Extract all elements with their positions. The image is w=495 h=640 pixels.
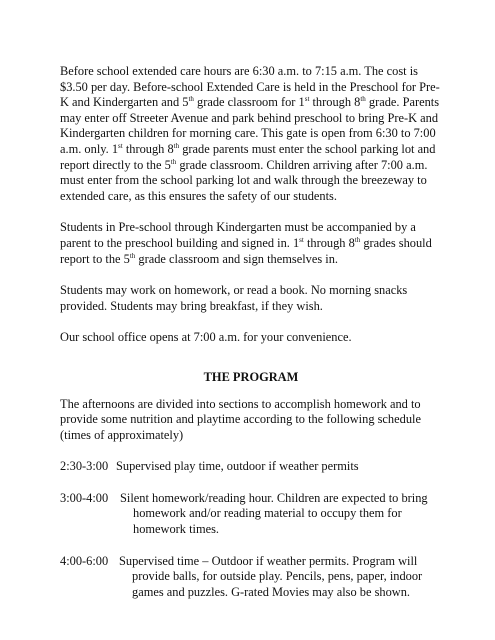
schedule-description xyxy=(120,491,442,538)
superscript: st xyxy=(118,141,123,150)
schedule-description-continued: provide balls, for outside play. Pencils, pens, paper, indoor games and puzzles. G-rated Movies may also be shown. xyxy=(132,569,423,599)
superscript: th xyxy=(354,235,361,244)
text-span: grade classroom for 1 xyxy=(193,95,305,110)
extended-care-hours-paragraph xyxy=(60,64,442,204)
text-span: through 8 xyxy=(122,141,174,156)
text-span: Before school extended care hours are 6:30 a.m. to 7:15 a.m. The cost is $3.50 per day. Before-school Extended Care is held in the Preschool for Pre-K and Kindergarten and 5 xyxy=(60,64,440,110)
document-page xyxy=(60,64,442,616)
schedule-item xyxy=(60,554,442,601)
text-span: grades should report to the 5 xyxy=(60,235,432,266)
schedule-time: 2:30-3:00 xyxy=(60,459,109,474)
schedule-item xyxy=(60,491,442,538)
superscript: th xyxy=(188,95,194,104)
superscript: th xyxy=(170,157,177,166)
text-span: grade. Parents may enter off Streeter Avenue and park behind preschool to bring Pre-K and Kindergarten children for morning care. This gate is open from 6:30 to 7:00 a.m. only. 1 xyxy=(60,95,440,156)
text-span: through 8 xyxy=(309,95,361,110)
superscript: th xyxy=(173,141,180,150)
schedule-time: 3:00-4:00 xyxy=(60,490,109,505)
schedule-description-line: Silent homework/reading hour. Children are expected to bring xyxy=(120,490,428,505)
superscript: st xyxy=(304,95,310,104)
schedule-description-continued: homework and/or reading material to occupy them for homework times. xyxy=(133,506,402,537)
text-span: grade classroom. Children arriving after 7:00 a.m. must enter from the school parking lot and walk through the breezeway to extended care, as this ensures the safety of our students. xyxy=(60,157,428,203)
text-span: grade classroom and sign themselves in. xyxy=(135,251,338,266)
superscript: st xyxy=(299,235,304,244)
text-span: Students in Pre-school through Kindergarten must be accompanied by a parent to the preschool building and signed in. 1 xyxy=(60,220,416,250)
office-hours-paragraph: Our school office opens at 7:00 a.m. for your convenience. xyxy=(60,330,352,345)
superscript: th xyxy=(360,95,366,104)
text-span: grade parents must enter the school parking lot and report directly to the 5 xyxy=(60,141,436,172)
schedule-description xyxy=(116,459,442,475)
superscript: th xyxy=(129,251,136,260)
schedule-description-line: Supervised play time, outdoor if weather permits xyxy=(116,459,359,474)
drop-off-paragraph xyxy=(60,220,442,267)
program-heading: THE PROGRAM xyxy=(203,369,299,384)
schedule-time: 4:00-6:00 xyxy=(60,553,109,568)
schedule-description-line: Supervised time – Outdoor if weather permits. Program will xyxy=(119,553,418,568)
schedule-item xyxy=(60,459,442,475)
schedule-description xyxy=(119,554,442,601)
homework-paragraph: Students may work on homework, or read a book. No morning snacks provided. Students may bring breakfast, if they wish. xyxy=(60,283,408,313)
text-span: through 8 xyxy=(303,235,355,250)
program-intro-paragraph: The afternoons are divided into sections to accomplish homework and to provide some nutrition and playtime according to the following schedule (times of approximately) xyxy=(60,396,421,442)
